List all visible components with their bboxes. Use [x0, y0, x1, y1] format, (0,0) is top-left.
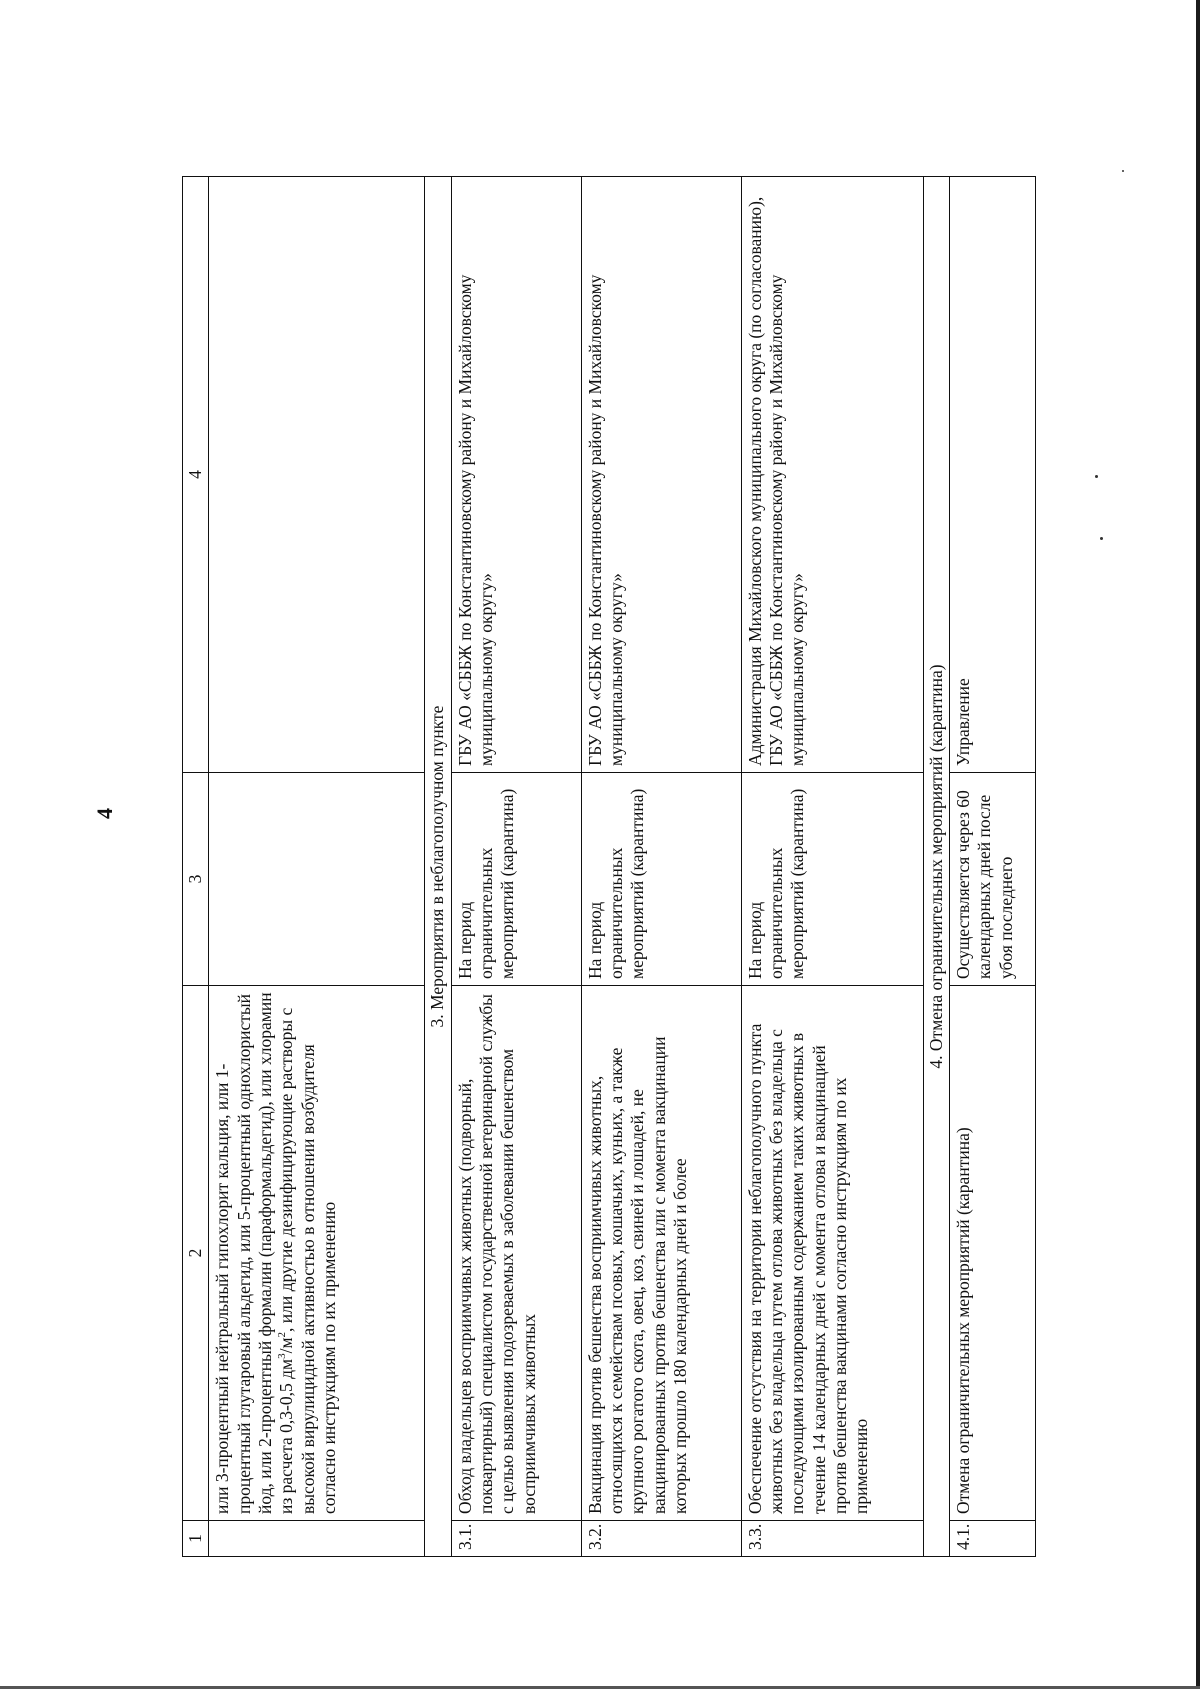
table-row — [581, 177, 741, 1557]
row-number: 3.2. — [581, 1521, 741, 1557]
measure-cell: или 3-процентный нейтральный гипохлорит кальция, или 1-процентный глутаровый альдегид, или 5-процентный однохлористый йод, или 2-процентный формалин (параформальдегид), или хлорамин из расчета 0,3-0,5 $дм^3/м^2$, или другие дезинфицирующие растворы с высокой вирулицидной активностью в отношении возбудителя согласно инструкциям по их применению — [209, 986, 425, 1521]
row-number — [209, 1521, 425, 1557]
term-cell: На период ограничительных мероприятий (карантина) — [581, 773, 741, 986]
column-header: 3 — [183, 773, 209, 986]
measures-table — [182, 176, 1036, 1557]
table-row — [741, 177, 923, 1557]
responsible-cell: Администрация Михайловского муниципального округа (по согласованию), ГБУ АО «СББЖ по Константиновскому району и Михайловскому муниципальному округу» — [741, 177, 923, 773]
row-number: 3.1. — [451, 1521, 581, 1557]
section-title: 3. Мероприятия в неблагополучном пункте — [425, 177, 451, 1557]
term-cell — [209, 773, 425, 986]
measure-cell: Обход владельцев восприимчивых животных (подворный, поквартирный) специалистом государственной ветеринарной службы с целью выявления подозреваемых в заболевании бешенством восприимчивых животных — [451, 986, 581, 1521]
measure-cell: Отмена ограничительных мероприятий (карантина) — [950, 986, 1036, 1521]
responsible-cell — [209, 177, 425, 773]
column-header: 4 — [183, 177, 209, 773]
term-cell: На период ограничительных мероприятий (карантина) — [451, 773, 581, 986]
row-number: 3.3. — [741, 1521, 923, 1557]
row-number: 4.1. — [950, 1521, 1036, 1557]
measure-cell: Обеспечение отсутствия на территории неблагополучного пункта животных без владельца путем отлова животных без владельца с последующими изолированным содержанием таких животных в течение 14 календарных дней с момента отлова и вакцинацией против бешенства вакцинами согласно инструкциям по их применению — [741, 986, 923, 1521]
column-header: 1 — [183, 1521, 209, 1557]
responsible-cell: Управление — [950, 177, 1036, 773]
term-cell: Осуществляется через 60 календарных дней после убоя последнего — [950, 773, 1036, 986]
page-number: 4 — [92, 808, 117, 819]
table-row — [451, 177, 581, 1557]
section-title: 4. Отмена ограничительных мероприятий (карантина) — [923, 177, 949, 1557]
table-row — [209, 177, 425, 1557]
measure-cell: Вакцинация против бешенства восприимчивых животных, относящихся к семействам псовых, кошачьих, куньих, а также крупного рогатого скота, овец, коз, свиней и лошадей, не вакцинированных против бешенства или с момента вакцинации которых прошло 180 календарных дней и более — [581, 986, 741, 1521]
table-row — [950, 177, 1036, 1557]
responsible-cell: ГБУ АО «СББЖ по Константиновскому району и Михайловскому муниципальному округу» — [451, 177, 581, 773]
table-header-row — [183, 177, 209, 1557]
section-header-row — [923, 177, 949, 1557]
term-cell: На период ограничительных мероприятий (карантина) — [741, 773, 923, 986]
responsible-cell: ГБУ АО «СББЖ по Константиновскому району и Михайловскому муниципальному округу» — [581, 177, 741, 773]
column-header: 2 — [183, 986, 209, 1521]
section-header-row — [425, 177, 451, 1557]
